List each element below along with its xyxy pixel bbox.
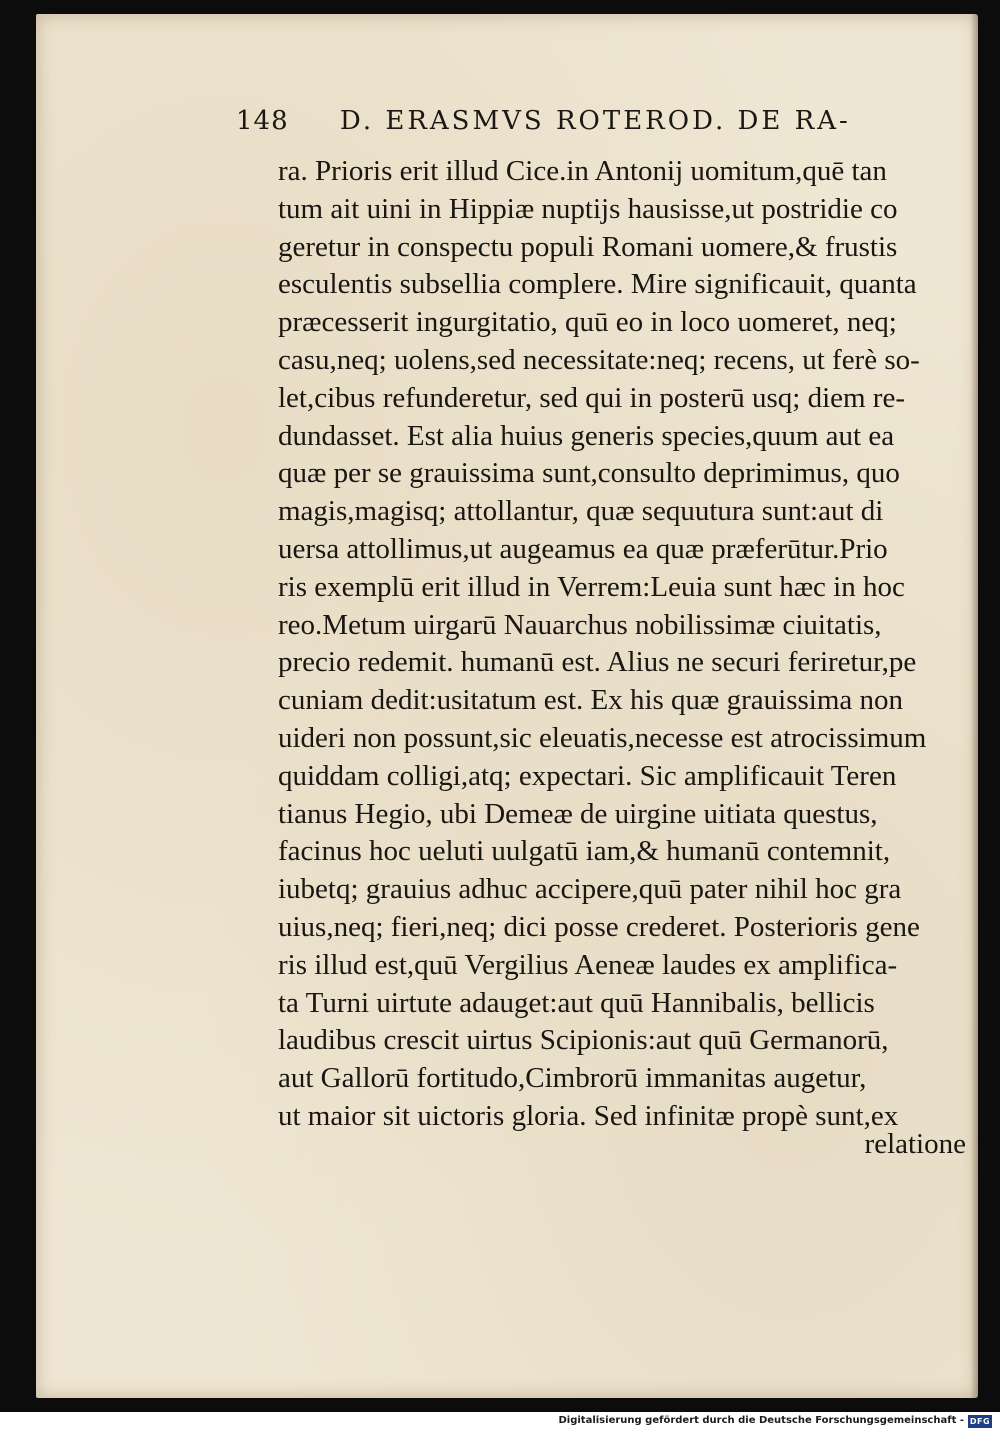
text-line: ris exemplū erit illud in Verrem:Leuia sunt hæc in hoc: [278, 570, 905, 603]
text-line: ra. Prioris erit illud Cice.in Antonij uomitum,quē tan: [278, 155, 887, 187]
text-line: uideri non possunt,sic eleuatis,necesse est atrocissimum: [278, 721, 927, 754]
text-line: esculentis subsellia complere. Mire significauit, quanta: [278, 268, 917, 301]
text-line: magis,magisq; attollantur, quæ sequutura sunt:aut di: [278, 495, 884, 528]
text-line: geretur in conspectu populi Romani uomere,& frustis: [278, 230, 898, 263]
text-line: reo.Metum uirgarū Nauarchus nobilissimæ ciuitatis,: [278, 608, 882, 641]
text-line: cuniam dedit:usitatum est. Ex his quæ grauissima non: [278, 684, 904, 717]
text-line: ris illud est,quū Vergilius Aeneæ laudes ex amplifica-: [278, 948, 898, 981]
text-line: uius,neq; fieri,neq; dici posse crederet. Posterioris gene: [278, 910, 920, 943]
catchword: relatione: [864, 1128, 966, 1160]
text-line: quæ per se grauissima sunt,consulto deprimimus, quo: [278, 457, 900, 490]
funding-note: Digitalisierung gefördert durch die Deutsche Forschungsgemeinschaft -: [558, 1415, 964, 1426]
text-line: uersa attollimus,ut augeamus ea quæ præferūtur.Prio: [278, 532, 888, 565]
text-line: aut Gallorū fortitudo,Cimbrorū immanitas augetur,: [278, 1062, 867, 1095]
text-line: laudibus crescit uirtus Scipionis:aut quū Germanorū,: [278, 1024, 889, 1057]
text-line: let,cibus refunderetur, sed qui in posterū usq; diem re-: [278, 381, 905, 414]
page-edge-shadow: [970, 14, 978, 1398]
text-line: quiddam colligi,atq; expectari. Sic amplificauit Teren: [278, 759, 897, 792]
text-line: iubetq; grauius adhuc accipere,quū pater nihil hoc gra: [278, 873, 902, 906]
text-line: ta Turni uirtute adauget:aut quū Hannibalis, bellicis: [278, 986, 875, 1019]
text-line: dundasset. Est alia huius generis species,quum aut ea: [278, 419, 895, 452]
text-line: casu,neq; uolens,sed necessitate:neq; recens, ut ferè so-: [278, 343, 920, 376]
text-block: [278, 153, 968, 1136]
page-number: 148: [236, 106, 289, 136]
digitization-footer: [0, 1412, 1000, 1433]
text-line: precio redemit. humanū est. Alius ne securi feriretur,pe: [278, 646, 917, 679]
text-line: facinus hoc ueluti uulgatū iam,& humanū contemnit,: [278, 835, 891, 868]
text-line: tianus Hegio, ubi Demeæ de uirgine uitiata questus,: [278, 797, 878, 830]
text-line: tum ait uini in Hippiæ nuptijs hausisse,ut postridie co: [278, 192, 898, 225]
running-title: D. ERASMVS ROTEROD. DE RA-: [339, 106, 851, 136]
text-line: ut maior sit uictoris gloria. Sed infinitæ propè sunt,ex: [278, 1099, 899, 1132]
dfg-logo-icon: DFG: [969, 1417, 991, 1426]
running-head: [236, 106, 956, 136]
text-line: præcesserit ingurgitatio, quū eo in loco uomeret, neq;: [278, 306, 897, 339]
